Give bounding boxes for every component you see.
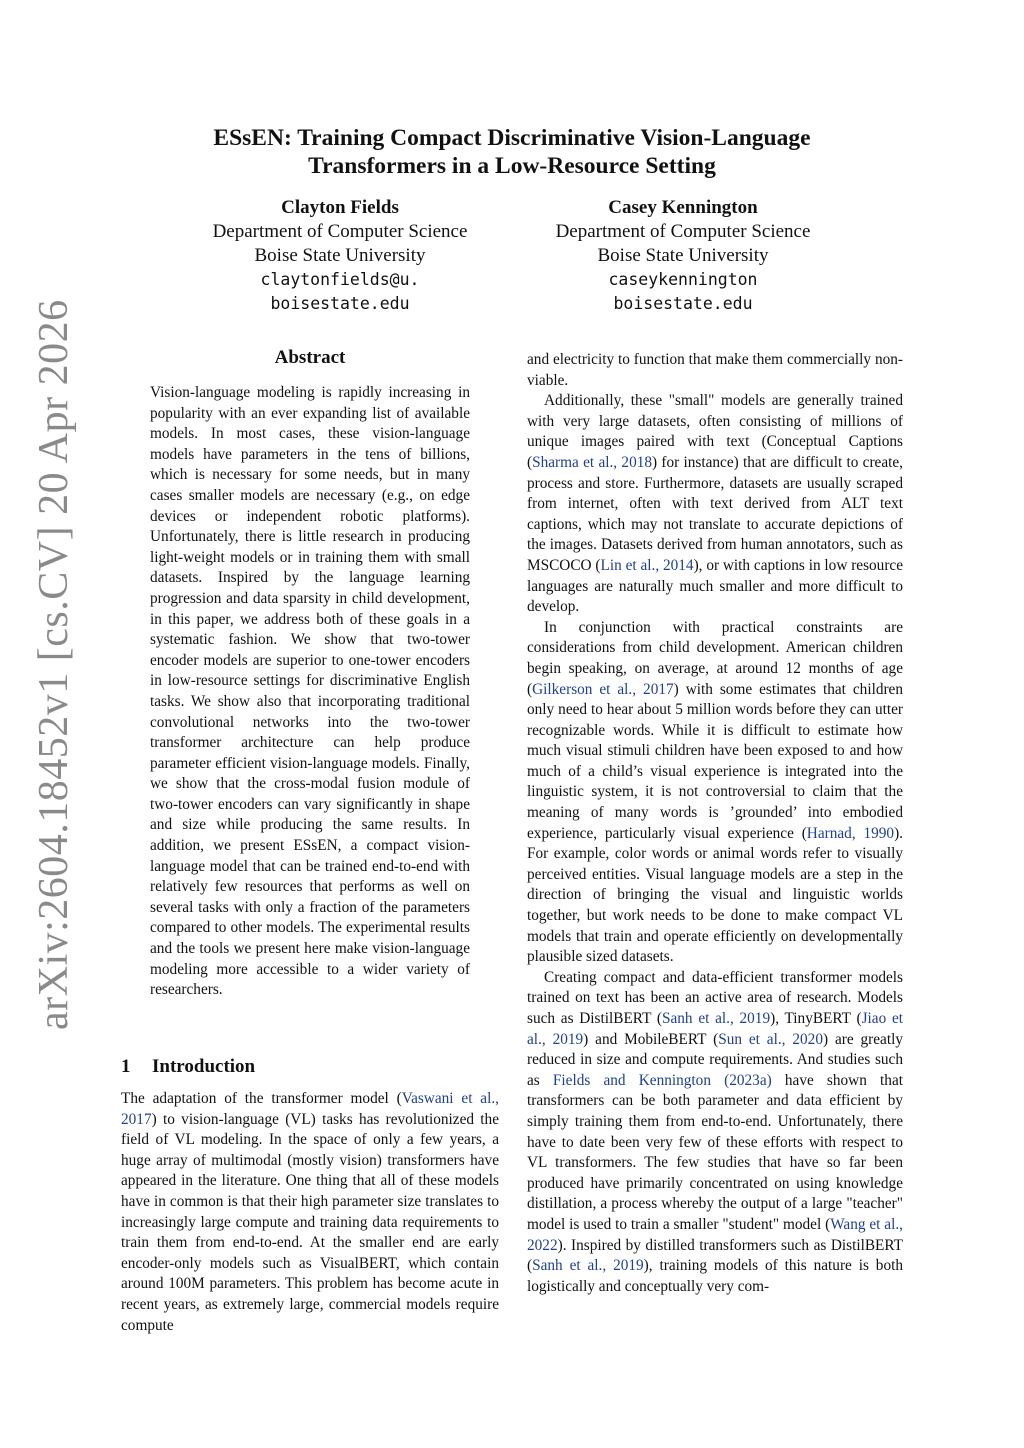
citation-link[interactable]: Lin et al., 2014 bbox=[600, 556, 694, 574]
section-number: 1 bbox=[121, 1056, 131, 1077]
section-heading-introduction bbox=[121, 1056, 255, 1078]
author-name: Clayton Fields bbox=[281, 197, 399, 218]
paragraph-child-development: In conjunction with practical constraints are considerations from child development. American children begin speaking, on average, at around 12 months of age (Gilkerson et al., 2017) with some estimates that children only need to hear about 5 million words before they can utter recognizable words. While it is difficult to estimate how much visual stimuli children have been exposed to and how much of a child’s visual experience is integrated into the linguistic system, it is not controversial to claim that the meaning of many words is ’grounded’ into embodied experience, particularly visual experience (Harnad, 1990). For example, color words or animal words refer to visually perceived entities. Visual language models are a step in the direction of bringing the visual and linguistic worlds together, but work needs to be done to make compact VL models that train and operate efficiently on developmentally plausible sized datasets. bbox=[527, 618, 903, 966]
citation-link[interactable]: Wang et al., 2022 bbox=[527, 1215, 903, 1254]
right-column bbox=[527, 350, 903, 1297]
author-department: Department of Computer Science bbox=[555, 221, 811, 242]
paragraph-datasets: Additionally, these "small" models are generally trained with very large datasets, often consisting of millions of unique images paired with text (Conceptual Captions (Sharma et al., 2018) for instance) that are difficult to create, process and store. Furthermore, datasets are usually scraped from internet, often with text derived from ALT text captions, which may not translate to accurate depictions of the images. Datasets derived from human annotators, such as MSCOCO (Lin et al., 2014), or with captions in low resource languages are naturally much smaller and more difficult to develop. bbox=[527, 392, 904, 616]
citation-link[interactable]: Sun et al., 2020 bbox=[718, 1030, 823, 1048]
citation-link[interactable]: Harnad, 1990 bbox=[806, 824, 895, 842]
citation-link[interactable]: Sanh et al., 2019 bbox=[532, 1257, 644, 1275]
abstract-heading: Abstract bbox=[274, 347, 346, 368]
author-email-line-1: claytonfields@u. bbox=[260, 270, 420, 289]
author-email-line-1: caseykennington bbox=[608, 270, 758, 289]
paper-title bbox=[0, 124, 1024, 180]
citation-link[interactable]: Vaswani et al., 2017 bbox=[121, 1090, 499, 1128]
author-university: Boise State University bbox=[254, 245, 426, 266]
intro-paragraph-1: The adaptation of the transformer model (Vaswani et al., 2017) to vision-language (VL) tasks has revolutionized the field of VL modeling. In the space of only a few years, a huge array of multimodal (mostly vision) transformers have appeared in the literature. One thing that all of these models have in common is that their high parameter size translates to increasingly large compute and training data requirements to train them from end-to-end. At the smaller end are early encoder-only models such as VisualBERT, which contain around 100M parameters. This problem has become acute in recent years, as extremely large, commercial models require compute bbox=[121, 1090, 499, 1334]
abstract-text: Vision-language modeling is rapidly increasing in popularity with an ever expanding list of available models. In most cases, these vision-language models have parameters in the tens of billions, which is necessary for some needs, but in many cases smaller models are necessary (e.g., on edge devices or independent robotic platforms). Unfortunately, there is little research in producing light-weight models or in training them with small datasets. Inspired by the language learning progression and data sparsity in child development, in this paper, we address both of these goals in a systematic fashion. We show that two-tower encoder models are superior to one-tower encoders in low-resource settings for discriminative English tasks. We show also that incorporating traditional convolutional networks into the two-tower transformer architecture can help produce parameter efficient vision-language models. Finally, we show that the cross-modal fusion module of two-tower encoders can vary significantly in shape and size while producing the same results. In addition, we present ESsEN, a compact vision-language model that can be trained end-to-end with relatively few resources that performs as well on several tasks with only a fraction of the parameters compared to other models. The experimental results and the tools we present here make vision-language modeling more accessible to a wider variety of researchers. bbox=[150, 384, 470, 999]
section-title: Introduction bbox=[152, 1056, 256, 1077]
citation-link[interactable]: Jiao et al., 2019 bbox=[527, 1010, 903, 1048]
citation-link[interactable]: Sharma et al., 2018 bbox=[532, 453, 653, 471]
author-university: Boise State University bbox=[597, 245, 769, 266]
citation-link[interactable]: Fields and Kennington (2023a) bbox=[552, 1071, 772, 1089]
citation-link[interactable]: Gilkerson et al., 2017 bbox=[532, 680, 674, 698]
author-email-line-2: boisestate.edu bbox=[613, 294, 753, 313]
paragraph-compact-models: Creating compact and data-efficient transformer models trained on text has been an active area of research. Models such as DistilBERT (Sanh et al., 2019), TinyBERT (Jiao et al., 2019) and MobileBERT (Sun et al., 2020) are greatly reduced in size and compute requirements. And studies such as Fields and Kennington (2023a) have shown that transformers can be both parameter and data efficient by simply training them from end-to-end. Unfortunately, there have to date been very few of these efforts with respect to VL transformers. The few studies that have so far been produced have primarily concentrated on using knowledge distillation, a process whereby the output of a large "teacher" model is used to train a smaller "student" model (Wang et al., 2022). Inspired by distilled transformers such as DistilBERT (Sanh et al., 2019), training models of this nature is both logistically and conceptually very com- bbox=[527, 968, 903, 1295]
author-block-1 bbox=[190, 196, 490, 316]
title-line-1: ESsEN: Training Compact Discriminative Vision-Language bbox=[213, 125, 811, 151]
author-name: Casey Kennington bbox=[608, 197, 758, 218]
author-block-2 bbox=[533, 196, 833, 316]
author-email-line-2: boisestate.edu bbox=[270, 294, 410, 313]
title-line-2: Transformers in a Low-Resource Setting bbox=[308, 153, 716, 179]
paragraph-continuation: and electricity to function that make them commercially non-viable. bbox=[527, 351, 903, 389]
citation-link[interactable]: Sanh et al., 2019 bbox=[661, 1010, 771, 1027]
author-department: Department of Computer Science bbox=[212, 221, 468, 242]
intro-left-column bbox=[121, 1089, 499, 1336]
arxiv-side-stamp: arXiv:2604.18452v1 [cs.CV] 20 Apr 2026 bbox=[31, 299, 77, 1030]
